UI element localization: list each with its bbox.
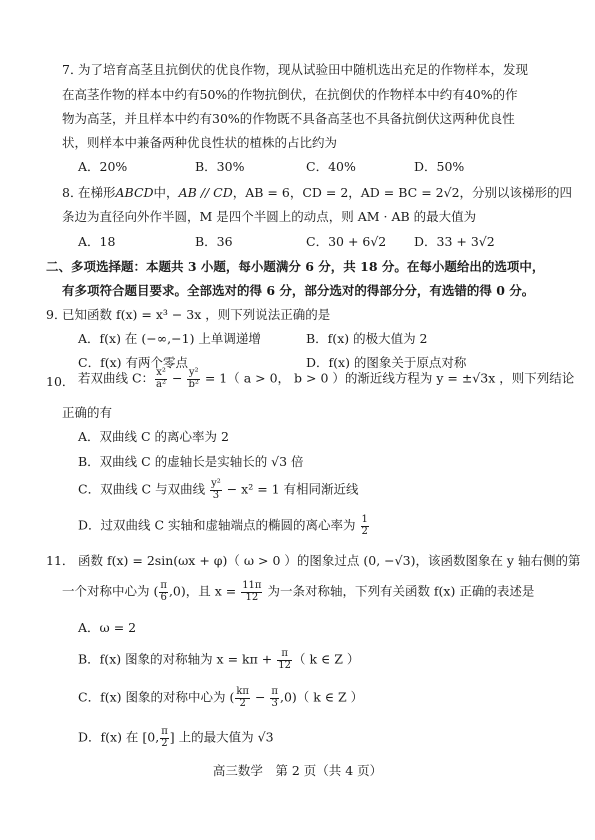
q11-number: 11． [46, 553, 75, 568]
q9-number: 9． [46, 307, 67, 322]
q8-number: 8． [62, 185, 83, 200]
q11-option-c-text-a: C．f(x) 图象的对称中心为 ( [78, 689, 235, 705]
q8-option-c: C．30 + 6√2 [306, 234, 387, 249]
q11-stem-line-2 [62, 581, 534, 603]
q11-option-c-text-b: ,0)（ k ∈ Z ） [279, 689, 364, 705]
q11-option-c-fraction-2: $\frac{\pi}{3}$ [271, 686, 278, 709]
q7-option-d: D．50% [414, 159, 465, 174]
q8-line-1 [78, 187, 572, 200]
q10-option-d-fraction: $\frac{1}{2}$ [361, 514, 368, 537]
q7-option-a: A．20% [78, 159, 128, 174]
q7-line-2: 在高茎作物的样本中约有50%的作物抗倒伏，在抗倒伏的作物样本中约有40%的作 [62, 87, 518, 102]
q11-option-d-text-b: ] 上的最大值为 √3 [169, 729, 274, 745]
q11-fraction-2: $\frac{11\pi}{12}$ [242, 580, 262, 603]
q11-stem-b2: ,0)，且 x = [168, 583, 241, 599]
q10-number: 10． [46, 374, 75, 389]
q7-line-1: 为了培育高茎且抗倒伏的优良作物，现从试验田中随机选出充足的作物样本，发现 [78, 62, 529, 77]
q11-stem-b1: 一个对称中心为 ( [62, 583, 159, 599]
q8-option-d: D．33 + 3√2 [414, 234, 495, 249]
q10-option-c-text-b: − x² = 1 有相同渐近线 [222, 481, 359, 497]
q11-option-d-text-a: D．f(x) 在 [0, [78, 729, 160, 745]
q11-option-b-text-a: B．f(x) 图象的对称轴为 x = kπ + [78, 651, 277, 667]
q10-minus: − [168, 370, 187, 386]
q10-option-c-fraction: $\frac{\text{y²}}{3}$ [211, 478, 221, 501]
q9-option-a: A．f(x) 在 (−∞,−1) 上单调递增 [78, 331, 261, 346]
q11-option-b-fraction: $\frac{\pi}{12}$ [278, 648, 291, 671]
q11-option-c [78, 687, 363, 709]
q10-stem [78, 368, 574, 390]
q10-stem-a: 若双曲线 C： [78, 370, 155, 386]
q9-option-b: B．f(x) 的极大值为 2 [306, 331, 428, 346]
q8-text-e: ，AB = 6，CD = 2，AD = BC = 2√2，分别以该梯形的四 [232, 185, 573, 200]
q11-stem-line-1: 函数 f(x) = 2sin(ωx + φ)（ ω > 0 ）的图象过点 (0, −√3)，该函数图象在 y 轴右侧的第 [78, 553, 581, 568]
q9-option-c: C．f(x) 有两个零点 [78, 355, 188, 370]
q10-stem-b: = 1（ a > 0， b > 0 ）的渐近线方程为 y = ±√3x ，则下列结论 [200, 370, 575, 386]
section-2-header-line-2: 有多项符合题目要求。全部选对的得 6 分，部分选对的得部分分，有选错的得 0 分。 [62, 283, 535, 298]
q10-option-d [78, 515, 370, 537]
q8-line-2: 条边为直径向外作半圆，M 是四个半圆上的动点，则 AM · AB 的最大值为 [62, 209, 477, 224]
q9-option-d: D．f(x) 的图象关于原点对称 [306, 355, 467, 370]
q11-option-d [78, 727, 274, 749]
q10-option-c-text-a: C．双曲线 C 与双曲线 [78, 481, 210, 497]
q7-option-b: B．30% [195, 159, 245, 174]
q11-option-a: A．ω = 2 [78, 620, 137, 635]
q9-stem: 已知函数 f(x) = x³ − 3x ，则下列说法正确的是 [62, 307, 331, 322]
q11-option-b-text-b: （ k ∈ Z ） [292, 651, 360, 667]
q10-fraction-1: $\frac{\text{x²}}{\text{a²}}$ [156, 367, 167, 390]
q11-fraction-1: $\frac{\pi}{6}$ [160, 580, 167, 603]
q11-option-c-minus: − [250, 689, 270, 705]
q10-option-a: A．双曲线 C 的离心率为 2 [78, 429, 229, 444]
q11-option-b [78, 649, 359, 671]
q10-option-b: B．双曲线 C 的虚轴长是实轴长的 √3 倍 [78, 454, 304, 469]
q8-text-b: ABCD [115, 185, 154, 200]
q7-number: 7． [62, 62, 83, 77]
q10-stem-line-2: 正确的有 [62, 405, 113, 420]
q10-fraction-2: $\frac{\text{y²}}{\text{b²}}$ [188, 367, 199, 390]
q11-option-c-fraction-1: $\frac{k\pi}{2}$ [236, 686, 249, 709]
q8-option-b: B．36 [195, 234, 233, 249]
q11-option-d-fraction: $\frac{\pi}{2}$ [161, 726, 168, 749]
q8-text-c: 中， [153, 185, 179, 200]
q7-option-c: C．40% [306, 159, 356, 174]
q8-option-a: A．18 [78, 234, 116, 249]
q8-text-d: AB // CD [178, 185, 233, 200]
q11-stem-b3: 为一条对称轴，下列有关函数 f(x) 正确的表述是 [263, 583, 535, 599]
section-2-header-line-1: 二、多项选择题：本题共 3 小题，每小题满分 6 分，共 18 分。在每小题给出的选项中， [46, 259, 545, 274]
q8-text-a: 在梯形 [78, 185, 116, 200]
page-footer: 高三数学 第 2 页（共 4 页） [212, 763, 383, 778]
q7-line-3: 物为高茎，并且样本中约有30%的作物既不具备高茎也不具备抗倒伏这两种优良性 [62, 111, 515, 126]
q10-option-d-text: D．过双曲线 C 实轴和虚轴端点的椭圆的离心率为 [78, 517, 360, 533]
q10-option-c [78, 479, 359, 501]
q7-line-4: 状，则样本中兼备两种优良性状的植株的占比约为 [62, 135, 338, 150]
